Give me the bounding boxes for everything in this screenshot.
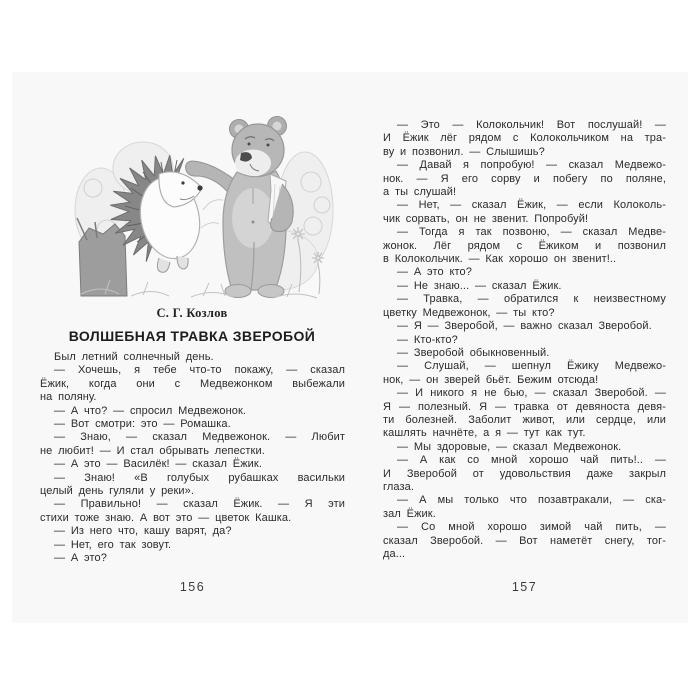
bear-eye-left xyxy=(248,143,251,146)
text-line: — Слушай, — шепнул Ёжику Медвежо- xyxy=(397,360,666,373)
text-line: И Ёжик лёг рядом с Колокольчиком на тра- xyxy=(383,132,666,145)
text-line: нок, — он зверей бьёт. Бежим отсюда! xyxy=(383,373,599,386)
text-line: кашлять начнёте, а я — тут как тут. xyxy=(383,427,586,440)
bear-figure xyxy=(186,117,294,298)
text-line: — Хочешь, я тебе что-то покажу, — сказал xyxy=(54,364,345,377)
text-line: — А это кто? xyxy=(397,266,472,279)
text-line: Был летний солнечный день. xyxy=(54,351,214,363)
page-number-left: 156 xyxy=(179,580,206,594)
text-line: — Я — Зверобой, — важно сказал Зверобой. xyxy=(397,320,652,333)
text-line: — Давай я попробую! — сказал Медвежо- xyxy=(397,159,666,172)
right-page xyxy=(350,72,688,623)
bear-muzzle xyxy=(235,150,271,177)
text-line: — Не знаю... — сказал Ёжик. xyxy=(397,279,562,292)
text-line: целый день гуляли у реки». xyxy=(40,485,195,498)
text-line: — Нет, — сказал Ёжик, — если Колоколь- xyxy=(397,199,666,212)
text-line: ву и позвонил. — Слышишь? xyxy=(383,145,545,158)
left-page xyxy=(12,72,350,623)
story-title: ВОЛШЕБНАЯ ТРАВКА ЗВЕРОБОЙ xyxy=(68,328,316,344)
text-line: стихи тоже знаю. А вот это — цветок Кашка. xyxy=(40,511,292,524)
text-line: — Нет, его так зовут. xyxy=(54,538,172,551)
text-line: — Правильно! — сказал Ёжик. — Я эти xyxy=(54,498,345,511)
text-line: — И никого я не бью, — сказал Зверобой. — xyxy=(397,387,666,400)
text-line: на поляну. xyxy=(40,391,97,404)
text-line: — Это — Колокольчик! Вот послушай! — xyxy=(397,119,666,131)
text-line: глаза. xyxy=(383,480,415,493)
text-line: — Со мной хорошо зимой чай пить, — xyxy=(397,521,666,534)
text-line: чик сорвать, он не звенит. Попробуй! xyxy=(383,212,589,225)
hedgehog-nose xyxy=(197,185,202,190)
text-line: ти болезней. Заболит живот, или сердце, или xyxy=(383,413,666,426)
hedgehog-eye xyxy=(181,181,184,184)
page-number-right: 157 xyxy=(511,580,538,594)
text-line: Ёжик, когда они с Медвежонком выбежали xyxy=(40,377,345,390)
text-line: сказал Зверобой. — Вот наметёт снегу, тог- xyxy=(383,534,666,547)
text-line: цветку Медвежонок, — ты кто? xyxy=(383,306,555,319)
hedgehog-and-bear-illustration xyxy=(73,110,335,302)
text-line: — А что? — спросил Медвежонок. xyxy=(54,404,247,417)
text-line: — Знаю, — сказал Медвежонок. — Любит xyxy=(54,431,345,444)
text-line: — А мы только что позавтракали, — ска- xyxy=(397,494,666,507)
bear-eye-right xyxy=(267,144,270,147)
text-line: да... xyxy=(383,548,406,560)
text-line: — Мы здоровые, — сказал Медвежонок. xyxy=(397,440,622,453)
text-line: — Зверобой обыкновенный. xyxy=(397,346,550,359)
text-line: — А это? xyxy=(54,552,107,565)
text-line: нок. — Я его сорву и побегу по поляне, xyxy=(383,172,666,185)
text-line: — Знаю! «В голубых рубашках васильки xyxy=(54,471,345,484)
text-line: в Колокольчик. — Как хорошо он звенит!.. xyxy=(383,253,617,266)
text-line: — Тогда я так позвоню, — сказал Медве- xyxy=(397,226,666,239)
text-line: жонок. Лёг рядом с Ёжиком и позвонил xyxy=(383,239,666,252)
author-line: С. Г. Козлов xyxy=(156,306,228,320)
text-line: — А как со мной хорошо чай пить!.. — xyxy=(397,454,666,467)
text-line: Я — полезный. Я — травка от девяноста девя- xyxy=(383,400,666,413)
right-body-text xyxy=(383,119,666,561)
left-body-text xyxy=(40,351,345,566)
text-line: — Кто-кто? xyxy=(397,333,458,346)
text-line: И Зверобой от удовольствия даже закрыл xyxy=(383,467,666,480)
bear-navel xyxy=(252,221,255,224)
text-line: не любит! — И стал обрывать лепестки. xyxy=(40,444,265,457)
text-line: а ты слушай! xyxy=(383,186,457,199)
text-line: — Вот смотри: это — Ромашка. xyxy=(54,418,231,431)
text-line: — Травка, — обратился к неизвестному xyxy=(397,293,666,306)
text-line: зал Ёжик. xyxy=(383,507,436,520)
text-line: — А это — Василёк! — сказал Ёжик. xyxy=(54,458,262,471)
text-line: — Из него что, кашу варят, да? xyxy=(54,525,232,538)
book-spread xyxy=(12,72,688,623)
